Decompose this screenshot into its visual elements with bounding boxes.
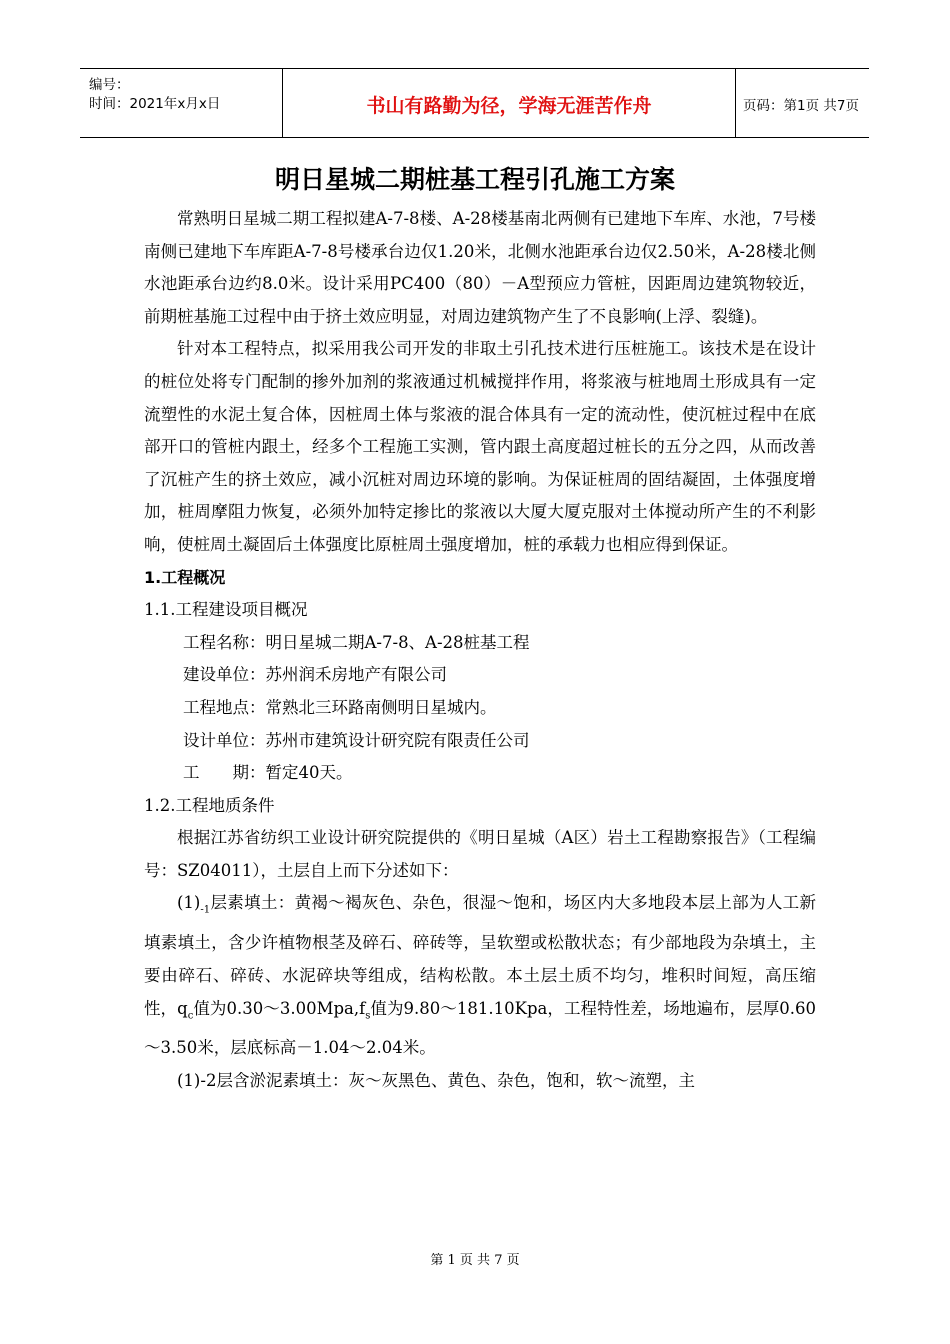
document-body bbox=[144, 203, 816, 1098]
layer-1-subscript: -1 bbox=[200, 904, 211, 916]
intro-paragraph-2: 针对本工程特点，拟采用我公司开发的非取土引孔技术进行压桩施工。该技术是在设计的桩位处将专门配制的掺外加剂的浆液通过机械搅拌作用，将浆液与桩地周土形成具有一定流塑性的水泥土复合体，因桩周土体与浆液的混合体具有一定的流动性，使沉桩过程中在底部开口的管桩内跟土，经多个工程施工实测，管内跟土高度超过桩长的五分之四，从而改善了沉桩产生的挤土效应，减小沉桩对周边环境的影响。为保证桩周的固结凝固，土体强度增加，桩周摩阻力恢复，必须外加特定掺比的浆液以大厦大厦克服对土体搅动所产生的不利影响，使桩周土凝固后土体强度比原桩周土强度增加，桩的承载力也相应得到保证。 bbox=[144, 339, 816, 554]
layer-1-text-b: 值为0.30～3.00Mpa,f bbox=[193, 998, 366, 1018]
time-label: 时间：2021年x月x日 bbox=[89, 96, 221, 112]
motto-text: 书山有路勤为径，学海无涯苦作舟 bbox=[366, 95, 652, 117]
header-motto-cell bbox=[282, 69, 736, 137]
layer-1-paragraph bbox=[144, 887, 816, 1065]
layer-1-text-c: 值为9.80～181.10Kpa，工程特性差，场地遍布，层厚0.60～3.50米，层底标高－1.04～2.04米。 bbox=[144, 998, 817, 1058]
qc-subscript: c bbox=[187, 1009, 194, 1021]
project-name: 工程名称：明日星城二期A-7-8、A-28桩基工程 bbox=[183, 632, 530, 652]
section-heading-1-1: 1.1.工程建设项目概况 bbox=[144, 600, 308, 620]
geology-intro: 根据江苏省纺织工业设计研究院提供的《明日星城（A区）岩土工程勘察报告》（工程编号：SZ04011），土层自上而下分述如下： bbox=[144, 828, 816, 880]
code-label: 编号： bbox=[89, 77, 130, 93]
layer-1-prefix: (1) bbox=[177, 893, 201, 913]
page-label: 页码：第1页 共7页 bbox=[743, 98, 859, 114]
design-unit: 设计单位：苏州市建筑设计研究院有限责任公司 bbox=[183, 730, 530, 750]
layer-2-paragraph: (1)-2层含淤泥素填土：灰～灰黑色、黄色、杂色，饱和，软～流塑，主 bbox=[177, 1071, 695, 1091]
construction-period: 工 期：暂定40天。 bbox=[183, 763, 353, 783]
section-heading-1: 1.工程概况 bbox=[144, 567, 226, 587]
project-location: 工程地点：常熟北三环路南侧明日星城内。 bbox=[183, 697, 497, 717]
builder-unit: 建设单位：苏州润禾房地产有限公司 bbox=[183, 665, 447, 685]
fs-subscript: s bbox=[365, 1009, 371, 1021]
section-heading-1-2: 1.2.工程地质条件 bbox=[144, 795, 275, 815]
header-meta-cell bbox=[80, 69, 282, 137]
document-title: 明日星城二期桩基工程引孔施工方案 bbox=[274, 165, 675, 194]
intro-paragraph-1: 常熟明日星城二期工程拟建A-7-8楼、A-28楼基南北两侧有已建地下车库、水池，7号楼南侧已建地下车库距A-7-8号楼承台边仅1.20米，北侧水池距承台边仅2.50米，A-28楼北侧水池距承台边约8.0米。设计采用PC400（80）－A型预应力管桩，因距周边建筑物较近，前期桩基施工过程中由于挤土效应明显，对周边建筑物产生了不良影响(上浮、裂缝)。 bbox=[144, 209, 816, 326]
layer-1-text-a: 层素填土：黄褐～褐灰色、杂色，很湿～饱和，场区内大多地段本层上部为人工新填素填土，含少许植物根茎及碎石、碎砖等，呈软塑或松散状态；有少部地段为杂填土，主要由碎石、碎砖、水泥碎块等组成，结构松散。本土层土质不均匀，堆积时间短，高压缩性，q bbox=[144, 893, 816, 1018]
page-header bbox=[80, 68, 869, 138]
page-footer: 第 1 页 共 7 页 bbox=[430, 1253, 520, 1268]
header-page-cell bbox=[735, 69, 869, 137]
